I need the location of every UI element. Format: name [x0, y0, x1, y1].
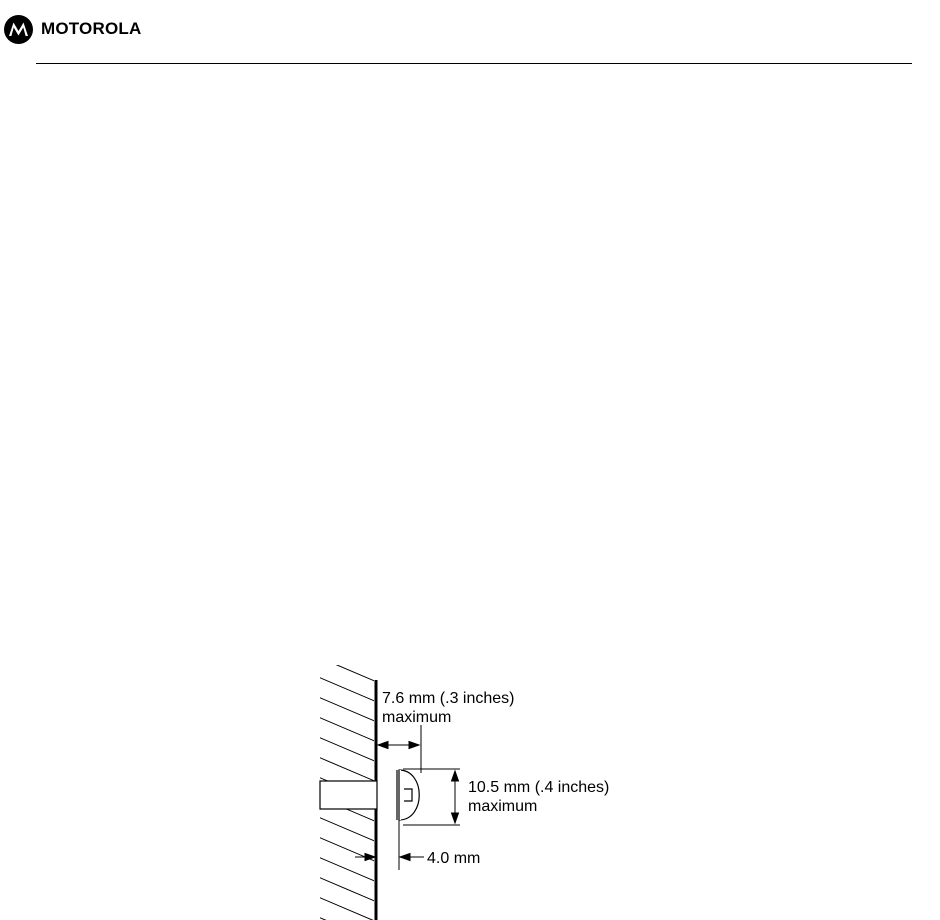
screw-mounting-diagram: [300, 665, 640, 920]
header-divider: [36, 63, 912, 64]
motorola-batwing-icon: [4, 15, 33, 44]
top-dimension: [378, 725, 421, 773]
top-dimension-label: 7.6 mm (.3 inches): [382, 690, 515, 707]
brand-wordmark: MOTOROLA: [41, 19, 142, 38]
bottom-dimension-label: 4.0 mm: [427, 850, 481, 867]
page-header: [0, 0, 940, 66]
bottom-dimension: [355, 820, 424, 870]
screw-shank: [320, 781, 377, 809]
mounting-dimension-drawing: [300, 665, 640, 920]
screw-head: [397, 770, 419, 820]
right-dimension-qualifier: maximum: [468, 798, 538, 815]
top-dimension-qualifier: maximum: [382, 709, 452, 726]
right-dimension-label: 10.5 mm (.4 inches): [468, 779, 610, 796]
